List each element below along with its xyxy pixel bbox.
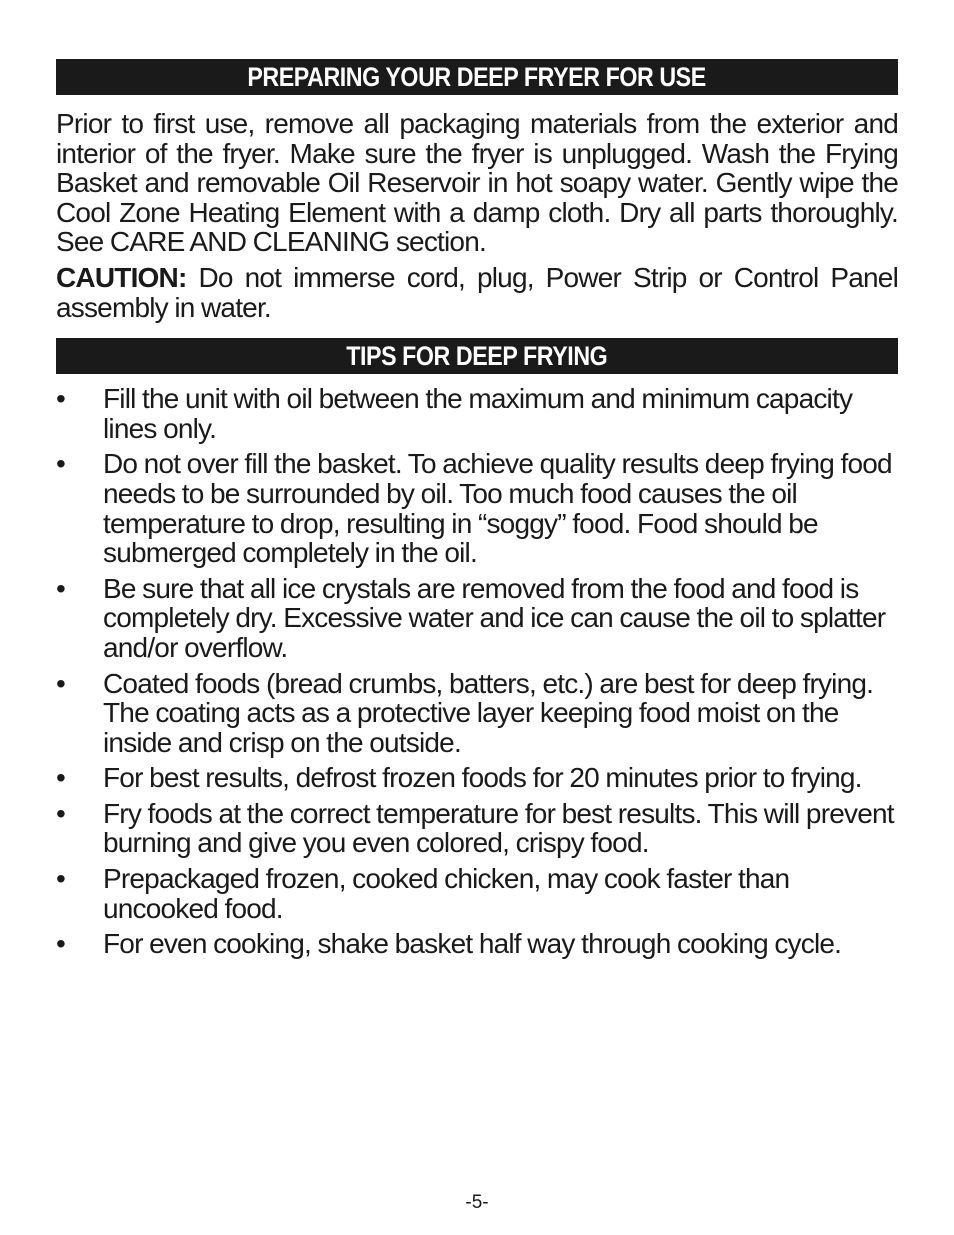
- bullet-icon: •: [56, 572, 66, 604]
- list-item-text: For even cooking, shake basket half way through cooking cycle.: [103, 928, 842, 960]
- bullet-icon: •: [56, 797, 66, 829]
- list-item-text: Prepackaged frozen, cooked chicken, may cook faster than uncooked food.: [103, 863, 790, 924]
- bullet-icon: •: [56, 762, 66, 794]
- caution-paragraph: [56, 263, 898, 322]
- list-item-text: For best results, defrost frozen foods for 20 minutes prior to frying.: [103, 762, 862, 794]
- page-number: -5-: [465, 1192, 489, 1213]
- list-item: [56, 864, 898, 923]
- list-item: [56, 384, 898, 443]
- section-header-preparing: [56, 59, 898, 95]
- list-item-text: Coated foods (bread crumbs, batters, etc.) are best for deep frying. The coating acts as a protective layer keeping food moist on the inside and crisp on the outside.: [103, 667, 874, 758]
- list-item-text: Fry foods at the correct temperature for best results. This will prevent burning and give you even colored, crispy food.: [103, 797, 894, 859]
- list-item: [56, 669, 898, 758]
- bullet-icon: •: [56, 448, 66, 480]
- list-item: [56, 799, 898, 858]
- tips-list: [56, 384, 898, 959]
- list-item: [56, 929, 898, 959]
- caution-label: CAUTION:: [56, 261, 187, 293]
- preparing-paragraph: Prior to first use, remove all packaging materials from the exterior and interior of the fryer. Make sure the fryer is unplugged. Wash the Frying Basket and removable Oil Reservoir in hot soapy water. Gently wipe the Cool Zone Heating Element with a damp cloth. Dry all parts thoroughly. See CARE AND CLEANING section.: [56, 108, 898, 258]
- document-page: [56, 59, 898, 965]
- caution-text: Do not immerse cord, plug, Power Strip or Control Panel assembly in water.: [56, 261, 898, 323]
- bullet-icon: •: [56, 383, 66, 415]
- list-item: [56, 449, 898, 567]
- list-item-text: Be sure that all ice crystals are removed from the food and food is completely dry. Excessive water and ice can cause the oil to splatter and/or overflow.: [103, 572, 886, 663]
- section-title-tips: TIPS FOR DEEP FRYING: [346, 341, 608, 372]
- bullet-icon: •: [56, 863, 66, 895]
- bullet-icon: •: [56, 928, 66, 960]
- section-title-preparing: PREPARING YOUR DEEP FRYER FOR USE: [247, 62, 707, 92]
- list-item: [56, 763, 898, 793]
- list-item-text: Fill the unit with oil between the maximum and minimum capacity lines only.: [103, 383, 853, 444]
- bullet-icon: •: [56, 667, 66, 699]
- list-item: [56, 574, 898, 663]
- list-item-text: Do not over fill the basket. To achieve quality results deep frying food needs to be surrounded by oil. Too much food causes the oil temperature to drop, resulting in “soggy” food. Food should be submerged completely in the oil.: [103, 448, 892, 569]
- section-header-tips: [56, 338, 898, 374]
